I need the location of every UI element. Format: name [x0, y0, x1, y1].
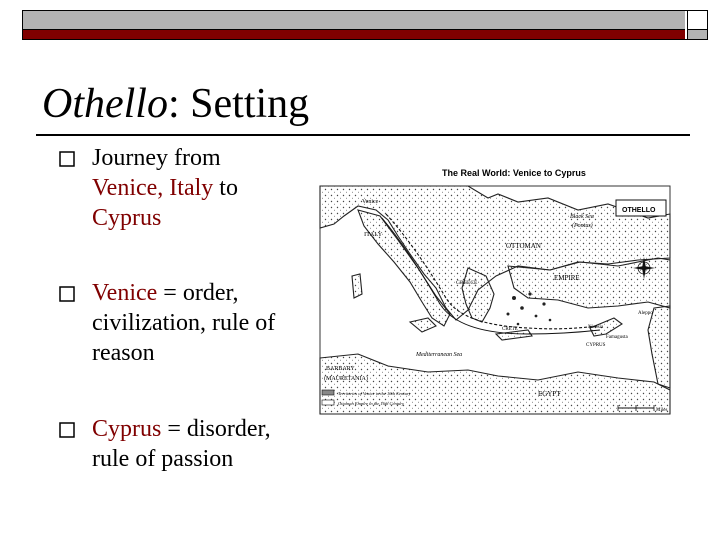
legend-ottoman: Ottoman Empire in the 16th Century	[338, 401, 404, 406]
header-band-corner-white	[687, 11, 707, 29]
map-label-famagusta: Famagusta	[606, 335, 628, 340]
map-label-black-sea-sub: (Pontus)	[572, 223, 593, 229]
map-label-aleppo: Aleppo	[638, 311, 653, 316]
header-band	[0, 0, 720, 50]
bullet-1-line-1: Journey from	[92, 145, 221, 171]
bullet-3-disorder: = disorder,	[161, 416, 271, 442]
bullet-2-venice: Venice	[92, 280, 158, 306]
bullet-text-1	[92, 143, 322, 233]
slide-title-italic: Othello	[42, 81, 168, 127]
bullet-1-venice-italy: Venice, Italy	[92, 175, 214, 201]
map-label-mauretania: (MAURETANIA)	[324, 376, 368, 382]
hollow-square-bullet-icon	[58, 285, 78, 305]
slide-title-rest: : Setting	[167, 81, 310, 127]
map-title: The Real World: Venice to Cyprus	[442, 168, 586, 178]
map-label-nicosia: Nicosia	[588, 325, 604, 330]
bullet-1-cyprus: Cyprus	[92, 205, 162, 231]
map-scale-label: Miles	[656, 408, 668, 413]
map-label-black-sea: Black Sea	[570, 214, 594, 220]
othello-label-box	[616, 200, 666, 216]
map-label-cyprus: CYPRUS	[586, 343, 606, 348]
bullet-2-order: = order,	[157, 280, 239, 306]
slide-title	[42, 76, 309, 132]
map-label-empire: EMPIRE	[554, 274, 580, 282]
map-venice-to-cyprus	[318, 158, 672, 416]
map-label-barbary: BARBARY	[326, 366, 355, 372]
bullet-2-line-3: reason	[92, 340, 155, 366]
map-label-ottoman: OTTOMAN	[506, 242, 541, 250]
map-label-mediterranean: Mediterranean Sea	[416, 352, 463, 358]
map-label-italy: ITALY	[364, 231, 383, 238]
bullet-3-line-2: rule of passion	[92, 446, 234, 472]
hollow-square-bullet-icon	[58, 150, 78, 170]
bullet-3-cyprus: Cyprus	[92, 416, 162, 442]
header-band-gray-stripe	[23, 11, 685, 29]
map-label-greece: GREECE	[456, 280, 478, 286]
map-label-venice: Venice	[362, 199, 379, 205]
title-underline	[36, 134, 690, 136]
header-band-corner-gray	[687, 29, 707, 39]
bullet-2-line-2: civilization, rule of	[92, 310, 276, 336]
header-band-red-stripe	[23, 29, 685, 39]
bullet-text-2	[92, 278, 322, 368]
legend-venice: Territories of Venice in the 16th Century	[338, 391, 411, 396]
map-label-crete: CRETE	[502, 327, 518, 332]
bullet-1-to: to	[213, 175, 238, 201]
bullet-text-3	[92, 414, 322, 474]
hollow-square-bullet-icon	[58, 421, 78, 441]
map-label-egypt: EGYPT	[538, 390, 561, 398]
map-label-othello: OTHELLO	[622, 207, 656, 214]
